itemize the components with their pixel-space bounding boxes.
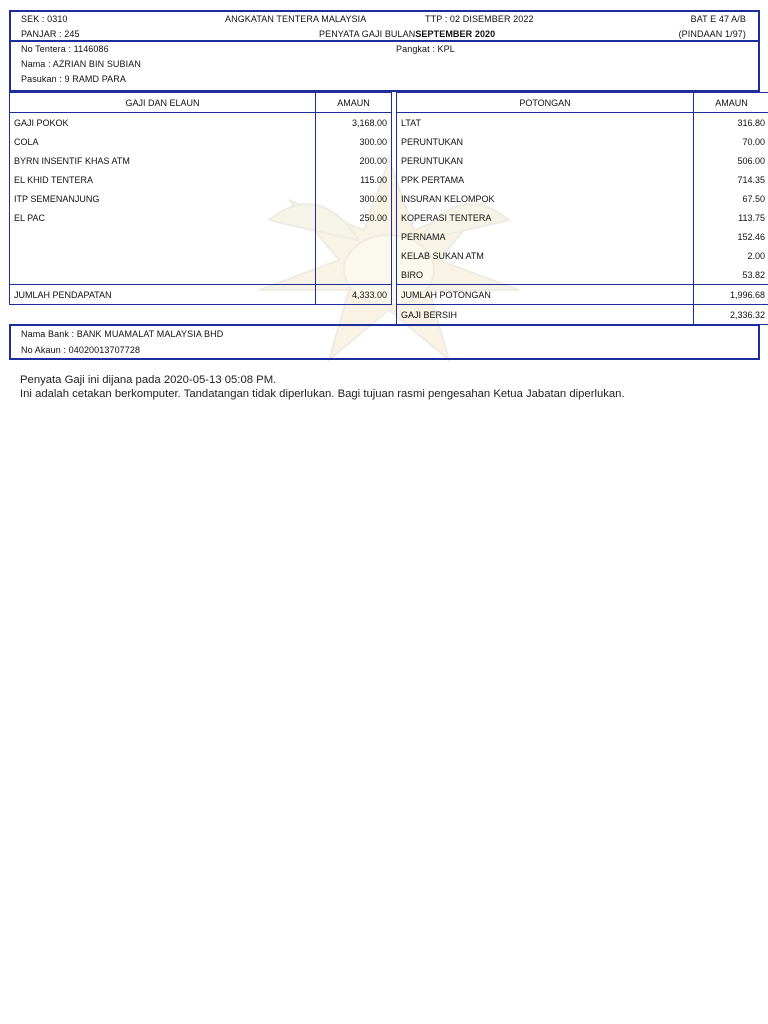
deduction-label: LTAT (397, 113, 694, 133)
net-pay-row (10, 305, 768, 325)
deduction-amount: 506.00 (694, 151, 768, 170)
earning-amount (316, 227, 392, 246)
table-row (10, 208, 768, 227)
deduction-label: PERUNTUKAN (397, 132, 694, 151)
ttp-date: TTP : 02 DISEMBER 2022 (425, 14, 534, 24)
earning-label: GAJI POKOK (10, 113, 316, 133)
earning-label: EL KHID TENTERA (10, 170, 316, 189)
earning-amount: 200.00 (316, 151, 392, 170)
col-header-amount: AMAUN (694, 93, 768, 113)
col-header-earnings: GAJI DAN ELAUN (10, 93, 316, 113)
bank-info-box (9, 324, 760, 360)
earning-amount: 3,168.00 (316, 113, 392, 133)
deduction-amount: 70.00 (694, 132, 768, 151)
sek-number: SEK : 0310 (21, 14, 68, 24)
earning-amount (316, 246, 392, 265)
earning-label: EL PAC (10, 208, 316, 227)
earning-label (10, 246, 316, 265)
deduction-label: PERNAMA (397, 227, 694, 246)
deduction-amount: 67.50 (694, 189, 768, 208)
footer-note (20, 373, 625, 401)
earning-label: ITP SEMENANJUNG (10, 189, 316, 208)
deduction-label: KOPERASI TENTERA (397, 208, 694, 227)
total-earnings-label: JUMLAH PENDAPATAN (10, 285, 316, 305)
pay-table (9, 92, 768, 325)
account-number: No Akaun : 04020013707728 (21, 345, 141, 355)
deduction-amount: 152.46 (694, 227, 768, 246)
earning-amount: 115.00 (316, 170, 392, 189)
earning-amount: 250.00 (316, 208, 392, 227)
deduction-label: INSURAN KELOMPOK (397, 189, 694, 208)
statement-month: SEPTEMBER 2020 (415, 29, 496, 39)
col-header-deductions: POTONGAN (397, 93, 694, 113)
table-row (10, 189, 768, 208)
rank: Pangkat : KPL (396, 44, 455, 54)
deduction-amount: 53.82 (694, 265, 768, 285)
member-info-box (9, 42, 760, 92)
earning-amount: 300.00 (316, 189, 392, 208)
deduction-amount: 316.80 (694, 113, 768, 133)
statement-title (319, 29, 495, 39)
table-row (10, 170, 768, 189)
statement-title-prefix: PENYATA GAJI BULAN (319, 29, 416, 39)
total-earnings-amount: 4,333.00 (316, 285, 392, 305)
form-code: BAT E 47 A/B (690, 14, 746, 24)
table-row (10, 113, 768, 133)
total-deductions-amount: 1,996.68 (694, 285, 768, 305)
table-row (10, 265, 768, 285)
deduction-label: PPK PERTAMA (397, 170, 694, 189)
earning-label (10, 227, 316, 246)
service-number: No Tentera : 1146086 (21, 44, 109, 54)
organization-name: ANGKATAN TENTERA MALAYSIA (225, 14, 367, 24)
total-deductions-label: JUMLAH POTONGAN (397, 285, 694, 305)
earning-amount: 300.00 (316, 132, 392, 151)
col-header-amount: AMAUN (316, 93, 392, 113)
generated-note: Penyata Gaji ini dijana pada 2020-05-13 05:08 PM. (20, 374, 277, 386)
payslip (9, 10, 765, 355)
deduction-amount: 113.75 (694, 208, 768, 227)
panjar-number: PANJAR : 245 (21, 29, 80, 39)
earning-label: COLA (10, 132, 316, 151)
net-pay-amount: 2,336.32 (694, 305, 768, 325)
member-name: Nama : AZRIAN BIN SUBIAN (21, 59, 141, 69)
deduction-amount: 714.35 (694, 170, 768, 189)
deduction-label: KELAB SUKAN ATM (397, 246, 694, 265)
table-row (10, 227, 768, 246)
computer-print-note: Ini adalah cetakan berkomputer. Tandatangan tidak diperlukan. Bagi tujuan rasmi pengesahan Ketua Jabatan diperlukan. (20, 388, 625, 400)
earning-amount (316, 265, 392, 285)
net-pay-label: GAJI BERSIH (397, 305, 694, 325)
form-revision: (PINDAAN 1/97) (678, 29, 746, 39)
deduction-label: BIRO (397, 265, 694, 285)
totals-row (10, 285, 768, 305)
unit-name: Pasukan : 9 RAMD PARA (21, 74, 126, 84)
table-row (10, 151, 768, 170)
header-box (9, 10, 760, 42)
bank-name: Nama Bank : BANK MUAMALAT MALAYSIA BHD (21, 329, 224, 339)
table-row (10, 246, 768, 265)
deduction-amount: 2.00 (694, 246, 768, 265)
table-row (10, 132, 768, 151)
deduction-label: PERUNTUKAN (397, 151, 694, 170)
earning-label: BYRN INSENTIF KHAS ATM (10, 151, 316, 170)
earning-label (10, 265, 316, 285)
